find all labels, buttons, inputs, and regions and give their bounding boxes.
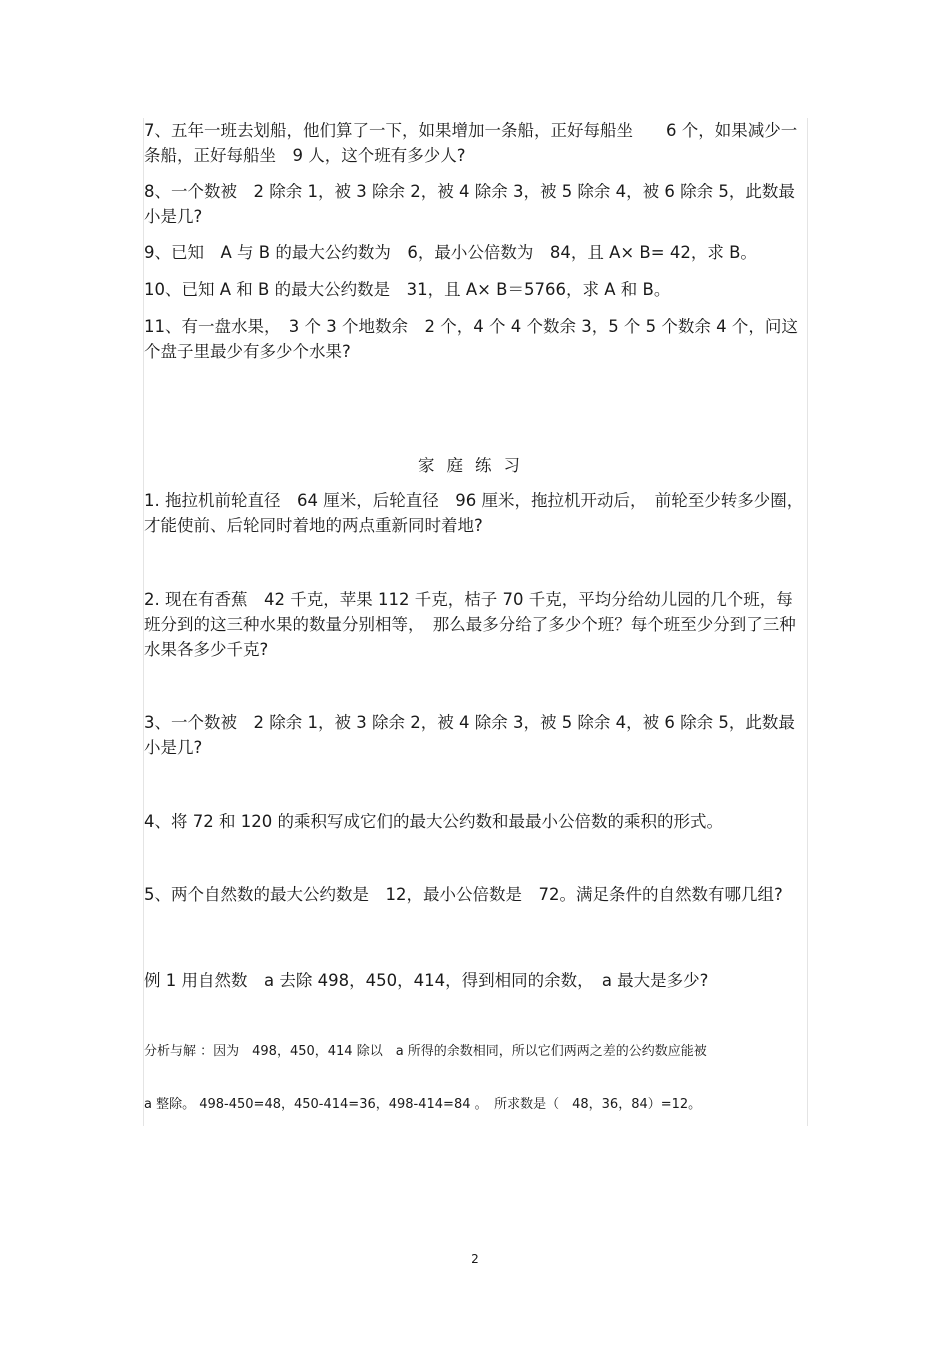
page-right-border: [807, 118, 808, 1126]
analysis-line-1: 分析与解 ：因为 498，450，414 除以 a 所得的余数相同，所以它们两两之差的公约数应能被: [144, 1044, 707, 1059]
homework-1: 1. 拖拉机前轮直径 64 厘米，后轮直径 96 厘米，拖拉机开动后， 前轮至少转多少圈，才能使前、后轮同时着地的两点重新同时着地?: [144, 491, 804, 535]
section-heading: 家庭练习: [418, 456, 532, 475]
homework-5: 5、两个自然数的最大公约数是 12，最小公倍数是 72。满足条件的自然数有哪几组?: [144, 885, 783, 904]
example-1: 例 1 用自然数 a 去除 498，450，414，得到相同的余数， a 最大是多少?: [144, 971, 709, 990]
problem-10: 10、已知 A 和 B 的最大公约数是 31，且 A× B＝5766，求 A 和 B。: [144, 280, 671, 299]
analysis-line-2: a 整除。 498-450=48，450-414=36，498-414=84 。 所求数是（ 48，36，84）=12。: [144, 1097, 702, 1112]
homework-2: 2. 现在有香蕉 42 千克，苹果 112 千克，桔子 70 千克，平均分给幼儿园的几个班，每班分到的这三种水果的数量分别相等， 那么最多分给了多少个班？每个班至少分到了三种水果各多少千克?: [144, 590, 796, 659]
problem-9: 9、已知 A 与 B 的最大公约数为 6，最小公倍数为 84，且 A× B= 42，求 B。: [144, 243, 757, 262]
problem-11: 11、有一盘水果， 3 个 3 个地数余 2 个，4 个 4 个数余 3，5 个 5 个数余 4 个，问这个盘子里最少有多少个水果?: [144, 317, 798, 361]
homework-4: 4、将 72 和 120 的乘积写成它们的最大公约数和最最小公倍数的乘积的形式。: [144, 812, 723, 831]
problem-7: 7、五年一班去划船，他们算了一下，如果增加一条船，正好每船坐 6 个，如果减少一条船，正好每船坐 9 人，这个班有多少人?: [144, 121, 798, 165]
homework-3: 3、一个数被 2 除余 1，被 3 除余 2，被 4 除余 3，被 5 除余 4，被 6 除余 5，此数最小是几?: [144, 713, 795, 757]
problem-8: 8、一个数被 2 除余 1，被 3 除余 2，被 4 除余 3，被 5 除余 4，被 6 除余 5，此数最小是几?: [144, 182, 795, 226]
page-number: 2: [471, 1252, 479, 1266]
